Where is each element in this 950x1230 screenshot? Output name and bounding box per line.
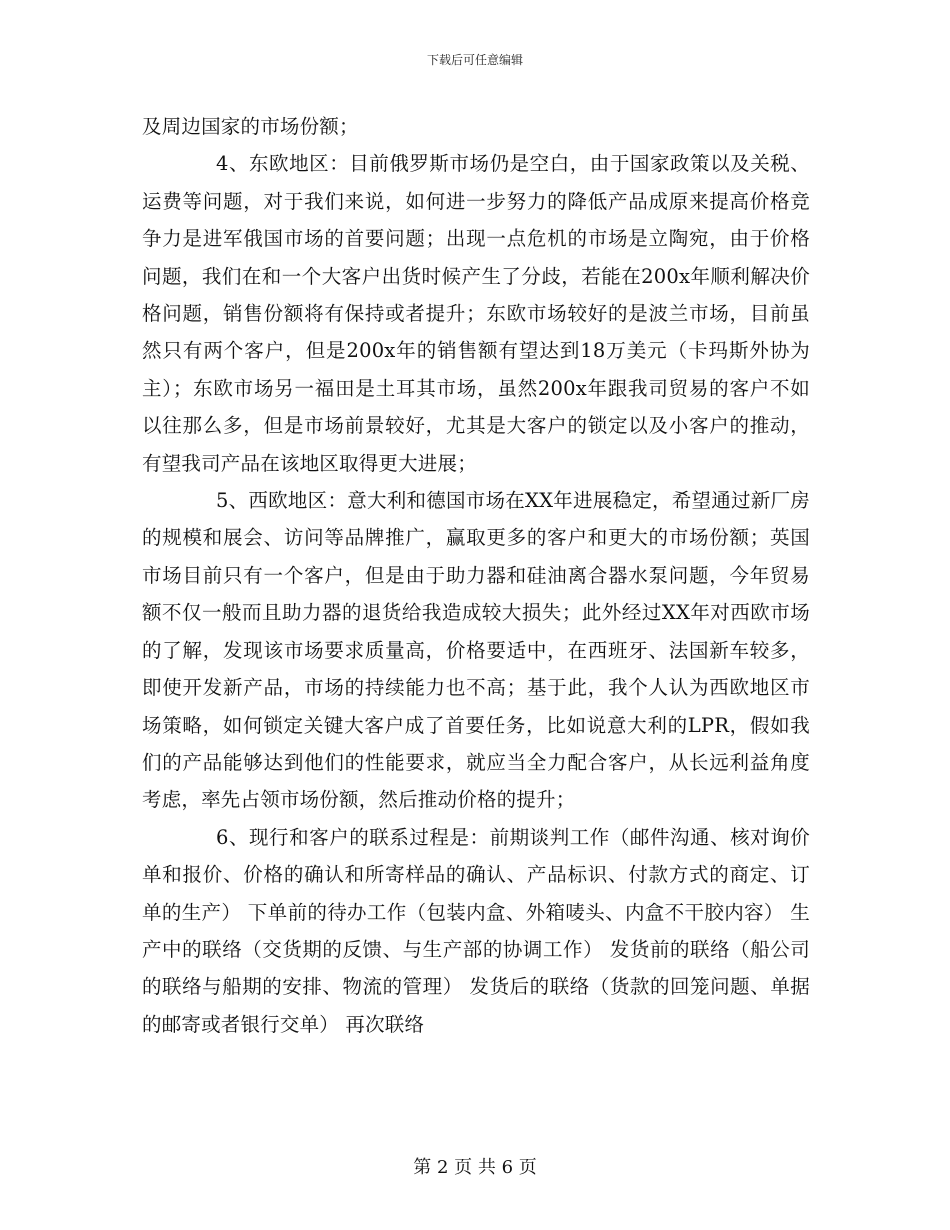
paragraph-eastern-europe: 4、东欧地区：目前俄罗斯市场仍是空白，由于国家政策以及关税、运费等问题，对于我们来说，如何进一步努力的降低产品成原来提高价格竞争力是进军俄国市场的首要问题；出现一点危机的市场是立陶宛，由于价格问题，我们在和一个大客户出货时候产生了分歧，若能在200x年顺利解决价格问题，销售份额将有保持或者提升；东欧市场较好的是波兰市场，目前虽然只有两个客户，但是200x年的销售额有望达到18万美元（卡玛斯外协为主）；东欧市场另一福田是土耳其市场，虽然200x年跟我司贸易的客户不如以往那么多，但是市场前景较好，尤其是大客户的锁定以及小客户的推动，有望我司产品在该地区取得更大进展； xyxy=(142,152,810,475)
paragraph-continuation: 及周边国家的市场份额； xyxy=(142,115,359,138)
body-text xyxy=(142,108,810,1043)
paragraph-customer-contact: 6、现行和客户的联系过程是：前期谈判工作（邮件沟通、核对询价单和报价、价格的确认和所寄样品的确认、产品标识、付款方式的商定、订单的生产） 下单前的待办工作（包装内盒、外箱唛头、内盒不干胶内容） 生产中的联络（交货期的反馈、与生产部的协调工作） 发货前的联络（船公司的联络与船期的安排、物流的管理） 发货后的联络（货款的回笼问题、单据的邮寄或者银行交单） 再次联络 xyxy=(142,825,810,1036)
paragraph-western-europe: 5、西欧地区：意大利和德国市场在XX年进展稳定，希望通过新厂房的规模和展会、访问等品牌推广，赢取更多的客户和更大的市场份额；英国市场目前只有一个客户，但是由于助力器和硅油离合器水泵问题，今年贸易额不仅一般而且助力器的退货给我造成较大损失；此外经过XX年对西欧市场的了解，发现该市场要求质量高，价格要适中，在西班牙、法国新车较多，即使开发新产品，市场的持续能力也不高；基于此，我个人认为西欧地区市场策略，如何锁定关键大客户成了首要任务，比如说意大利的LPR，假如我们的产品能够达到他们的性能要求，就应当全力配合客户，从长远利益角度考虑，率先占领市场份额，然后推动价格的提升； xyxy=(142,489,810,812)
page-header: 下载后可任意编辑 xyxy=(426,53,523,67)
page-footer: 第 2 页 共 6 页 xyxy=(413,1157,537,1178)
